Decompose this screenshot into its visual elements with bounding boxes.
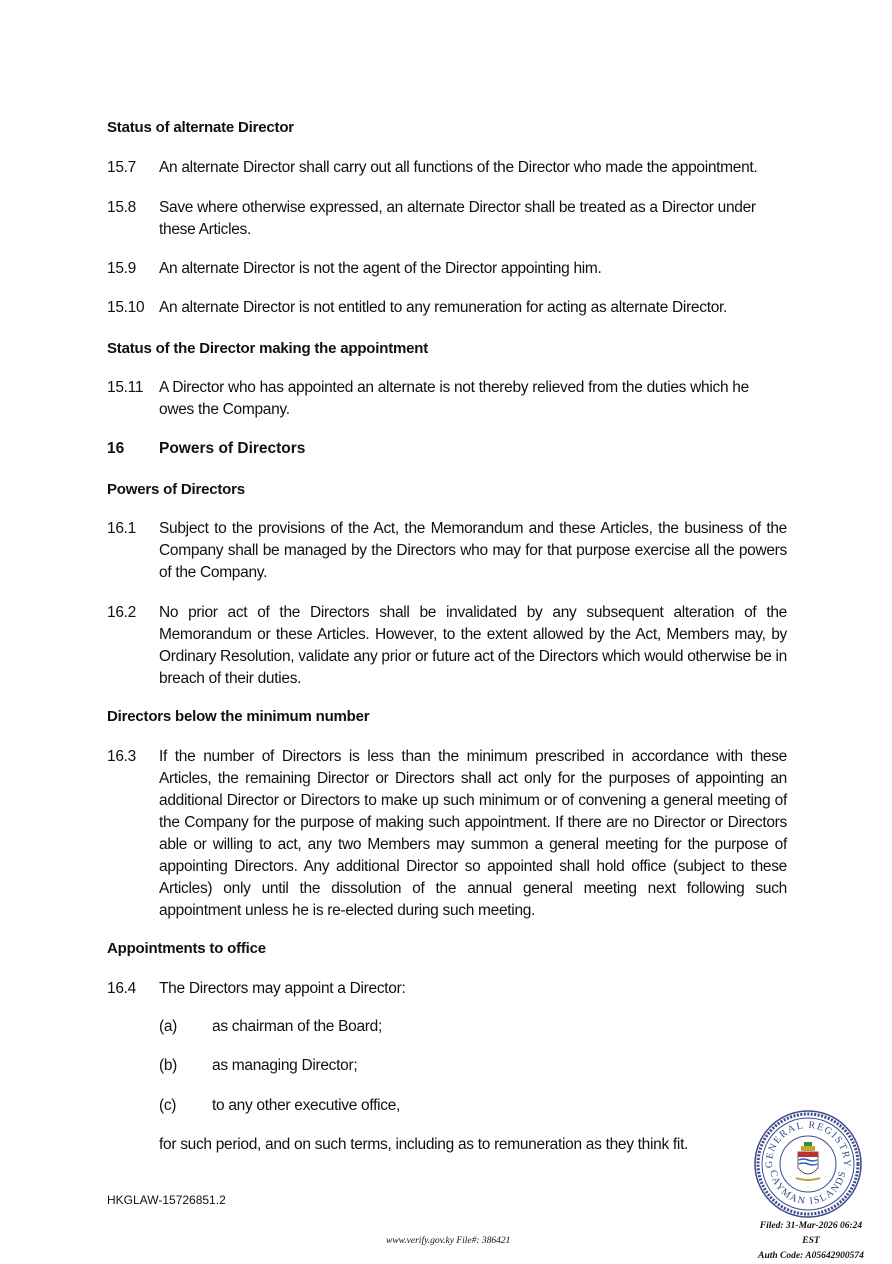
clause-text: An alternate Director is not the agent of the Director appointing him. [159,260,602,277]
clause-number: 16.3 [107,748,136,765]
subitem-a [159,1018,382,1036]
subitem-text: as chairman of the Board; [212,1018,382,1035]
closing-text: for such period, and on such terms, including as to remuneration as they think fit. [159,1136,689,1153]
section-16-heading [107,440,305,458]
clause-15-7 [107,157,787,179]
clause-16-4 [107,978,787,1000]
subitem-text: to any other executive office, [212,1097,401,1114]
clause-number: 15.11 [107,379,144,396]
clause-15-11 [107,377,787,421]
clause-number: 15.9 [107,260,136,277]
svg-text:CAYMAN ISLANDS: CAYMAN ISLANDS [767,1169,849,1208]
section-title: Powers of Directors [159,440,306,457]
clause-text: No prior act of the Directors shall be invalidated by any subsequent alteration of the Memorandum or these Articles. However, to the extent allowed by the Act, Members may, by Ordinary Resolution, validate any prior or future act of the Directors which would otherwise be in breach of their duties. [159,604,787,687]
svg-text:GENERAL REGISTRY: GENERAL REGISTRY [763,1119,853,1169]
clause-16-1 [107,518,787,584]
clause-number: 15.7 [107,159,136,176]
clause-text: A Director who has appointed an alternate is not thereby relieved from the duties which he owes the Company. [159,379,749,418]
subitem-label: (c) [159,1097,177,1114]
document-reference: HKGLAW-15726851.2 [107,1193,226,1207]
clause-number: 16.2 [107,604,136,621]
heading-status-director-appointment: Status of the Director making the appointment [107,340,429,357]
heading-powers-of-directors: Powers of Directors [107,481,245,498]
clause-text: An alternate Director shall carry out all functions of the Director who made the appointment. [159,159,758,176]
clause-16-2 [107,602,787,690]
auth-code: Auth Code: A05642900574 [758,1251,864,1261]
clause-number: 16.4 [107,980,136,997]
subitem-text: as managing Director; [212,1057,358,1074]
verify-link[interactable]: www.verify.gov.ky File#: 386421 [386,1236,511,1246]
clause-15-10 [107,297,787,319]
clause-number: 15.8 [107,199,136,216]
clause-text: Save where otherwise expressed, an alternate Director shall be treated as a Director under these Articles. [159,199,756,238]
clause-text: An alternate Director is not entitled to any remuneration for acting as alternate Director. [159,299,728,316]
subitem-c [159,1097,400,1115]
clause-16-3 [107,746,787,922]
clause-15-9 [107,258,787,280]
subitem-label: (b) [159,1057,178,1074]
filed-date: Filed: 31-Mar-2026 06:24 EST [759,1221,863,1246]
filing-info [752,1219,870,1264]
heading-status-alternate: Status of alternate Director [107,119,294,136]
heading-directors-below-minimum: Directors below the minimum number [107,708,370,725]
clause-15-8 [107,197,787,241]
clause-number: 15.10 [107,299,145,316]
registry-seal-icon [752,1108,864,1220]
clause-text: If the number of Directors is less than the minimum prescribed in accordance with these Articles, the remaining Director or Directors shall act only for the purposes of appointing an additional Director or Directors to make up such minimum or of convening a general meeting of the Company for the purpose of making such appointment. If there are no Director or Directors able or willing to act, any two Members may summon a general meeting for the purpose of appointing Directors. Any additional Director so appointed shall hold office (subject to these Articles) only until the dissolution of the annual general meeting next following such appointment unless he is re-elected during such meeting. [159,748,787,919]
clause-text: Subject to the provisions of the Act, the Memorandum and these Articles, the business of the Company shall be managed by the Directors who may for that purpose exercise all the powers of the Company. [159,520,787,581]
clause-number: 16.1 [107,520,136,537]
subitem-label: (a) [159,1018,178,1035]
clause-text: The Directors may appoint a Director: [159,980,406,997]
section-number: 16 [107,440,125,457]
subitem-b [159,1057,357,1075]
heading-appointments-to-office: Appointments to office [107,940,266,957]
